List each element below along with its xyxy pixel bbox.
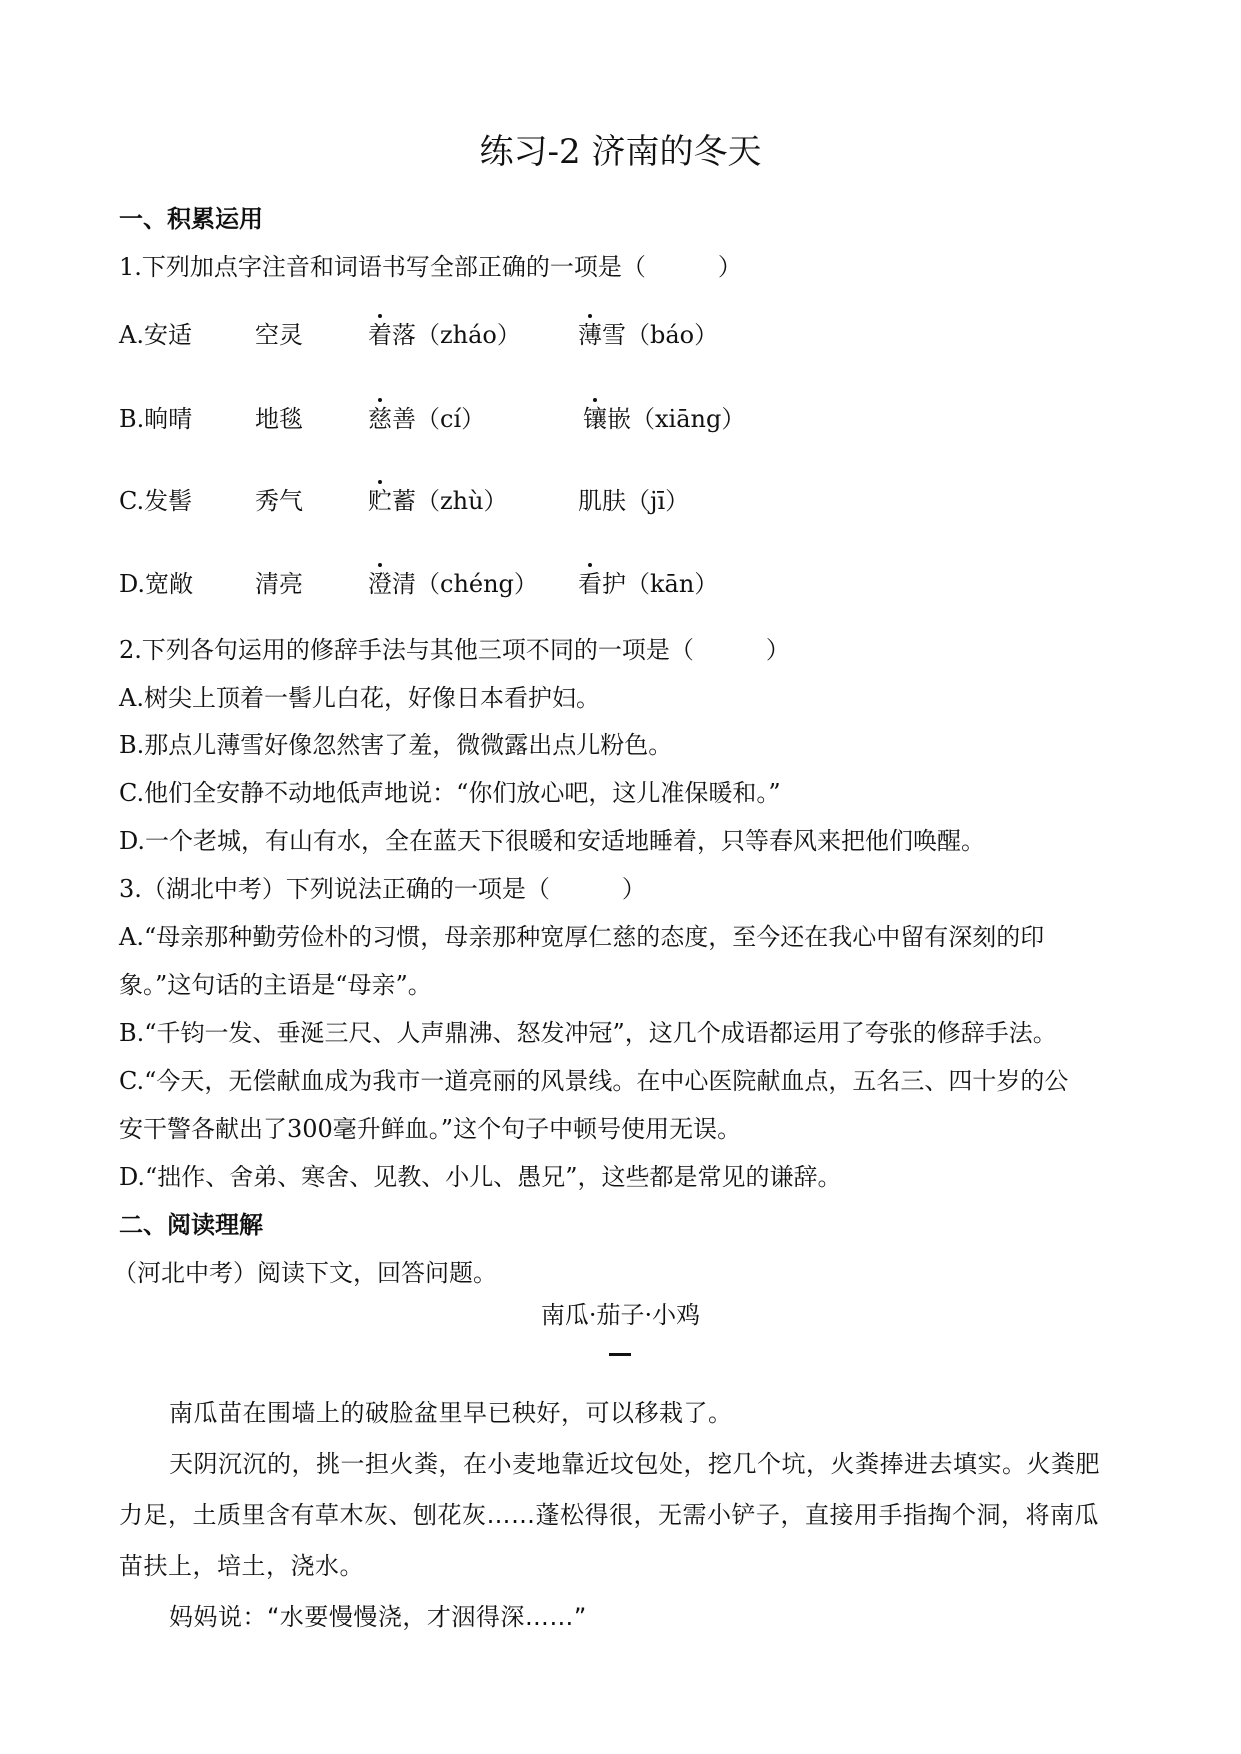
passage-paragraph-3: 妈妈说：“水要慢慢浇，才洇得深……” (169, 1603, 587, 1631)
section-heading-1: 一、积累运用 (119, 205, 263, 233)
page-title: 练习-2 济南的冬天 (479, 132, 762, 172)
question-1-stem: 1.下列加点字注音和词语书写全部正确的一项是（ ） (119, 253, 742, 281)
passage-paragraph-2-line3: 苗扶上，培土，浇水。 (119, 1552, 364, 1580)
question-3-option-a-line1: A.“母亲那种勤劳俭朴的习惯，母亲那种宽厚仁慈的态度，至今还在我心中留有深刻的印 (119, 923, 1045, 951)
passage-title: 南瓜·茄子·小鸡 (540, 1301, 701, 1329)
emphasis-dot-char: 着 (368, 318, 392, 352)
question-2-stem: 2.下列各句运用的修辞手法与其他三项不同的一项是（ ） (119, 636, 790, 664)
passage-paragraph-1: 南瓜苗在围墙上的破脸盆里早已秧好，可以移栽了。 (169, 1399, 733, 1427)
emphasis-dot-char: 看 (578, 567, 602, 601)
question-2-option-b: B.那点儿薄雪好像忽然害了羞，微微露出点儿粉色。 (119, 731, 673, 759)
emphasis-dot-char: 慈 (368, 402, 392, 436)
document-page: 练习-2 济南的冬天 一、积累运用 1.下列加点字注音和词语书写全部正确的一项是（ ） A.安适 空灵 着落（zháo） 薄雪（báo） B.晌晴 地毯 慈善（cí） 镶嵌（xiāng） C.发髻 秀气 贮蓄（zhù） 肌肤（jī） D.宽敞 清亮 澄清（chéng） 看护（kān） 2.下列各句运用的修辞手法与其他三项不同的一项是（ ） A.树尖上顶着一髻儿白花，好像日本看护妇。 B.那点儿薄雪好像忽然害了羞，微微露出点儿粉色。 C.他们全安静不动地低声地说：“你们放心吧，这儿准保暖和。” D.一个老城，有山有水，全在蓝天下很暖和安适地睡着，只等春风来把他们唤醒。 3.（湖北中考）下列说法正确的一项是（ ） A.“母亲那种勤劳俭朴的习惯，母亲那种宽厚仁慈的态度，至今还在我心中留有深刻的印 象。”这句话的主语是“母亲”。 B.“千钧一发、垂涎三尺、人声鼎沸、怒发冲冠”，这几个成语都运用了夸张的修辞手法。 C.“今天，无偿献血成为我市一道亮丽的风景线。在中心医院献血点，五名三、四十岁的公 安干警各献出了300毫升鲜血。”这个句子中顿号使用无误。 D.“拙作、舍弟、寒舍、见教、小儿、愚兄”，这些都是常见的谦辞。 二、阅读理解 （河北中考）阅读下文，回答问题。 南瓜·茄子·小鸡 南瓜苗在围墙上的破脸盆里早已秧好，可以移栽了。 天阴沉沉的，挑一担火粪，在小麦地靠近坟包处，挖几个坑，火粪捧进去填实。火粪肥 力足，土质里含有草木灰、刨花灰……蓬松得很，无需小铲子，直接用手指掏个洞，将南瓜 苗扶上，培土，浇水。 妈妈说：“水要慢慢浇，才洇得深……” (0, 0, 1241, 1754)
emphasis-dot-char: 薄 (578, 318, 602, 352)
emphasis-dot-char: 澄 (368, 567, 392, 601)
question-3-stem: 3.（湖北中考）下列说法正确的一项是（ ） (119, 875, 646, 903)
question-3-option-b: B.“千钧一发、垂涎三尺、人声鼎沸、怒发冲冠”，这几个成语都运用了夸张的修辞手法。 (119, 1019, 1057, 1047)
reading-intro: （河北中考）阅读下文，回答问题。 (113, 1259, 497, 1287)
passage-section-mark (609, 1353, 631, 1356)
question-3-option-c-line2: 安干警各献出了300毫升鲜血。”这个句子中顿号使用无误。 (119, 1115, 742, 1143)
question-2-option-c: C.他们全安静不动地低声地说：“你们放心吧，这儿准保暖和。” (119, 779, 781, 807)
passage-paragraph-2-line1: 天阴沉沉的，挑一担火粪，在小麦地靠近坟包处，挖几个坑，火粪捧进去填实。火粪肥 (169, 1450, 1100, 1478)
question-2-option-d: D.一个老城，有山有水，全在蓝天下很暖和安适地睡着，只等春风来把他们唤醒。 (119, 827, 986, 855)
question-3-option-d: D.“拙作、舍弟、寒舍、见教、小儿、愚兄”，这些都是常见的谦辞。 (119, 1163, 842, 1191)
question-2-option-a: A.树尖上顶着一髻儿白花，好像日本看护妇。 (119, 684, 600, 712)
question-3-option-c-line1: C.“今天，无偿献血成为我市一道亮丽的风景线。在中心医院献血点，五名三、四十岁的公 (119, 1067, 1069, 1095)
emphasis-dot-char: 镶 (583, 402, 607, 436)
question-3-option-a-line2: 象。”这句话的主语是“母亲”。 (119, 971, 432, 999)
emphasis-dot-char: 贮 (368, 484, 392, 518)
section-heading-2: 二、阅读理解 (119, 1211, 263, 1239)
passage-paragraph-2-line2: 力足，土质里含有草木灰、刨花灰……蓬松得很，无需小铲子，直接用手指掏个洞，将南瓜 (119, 1501, 1099, 1529)
